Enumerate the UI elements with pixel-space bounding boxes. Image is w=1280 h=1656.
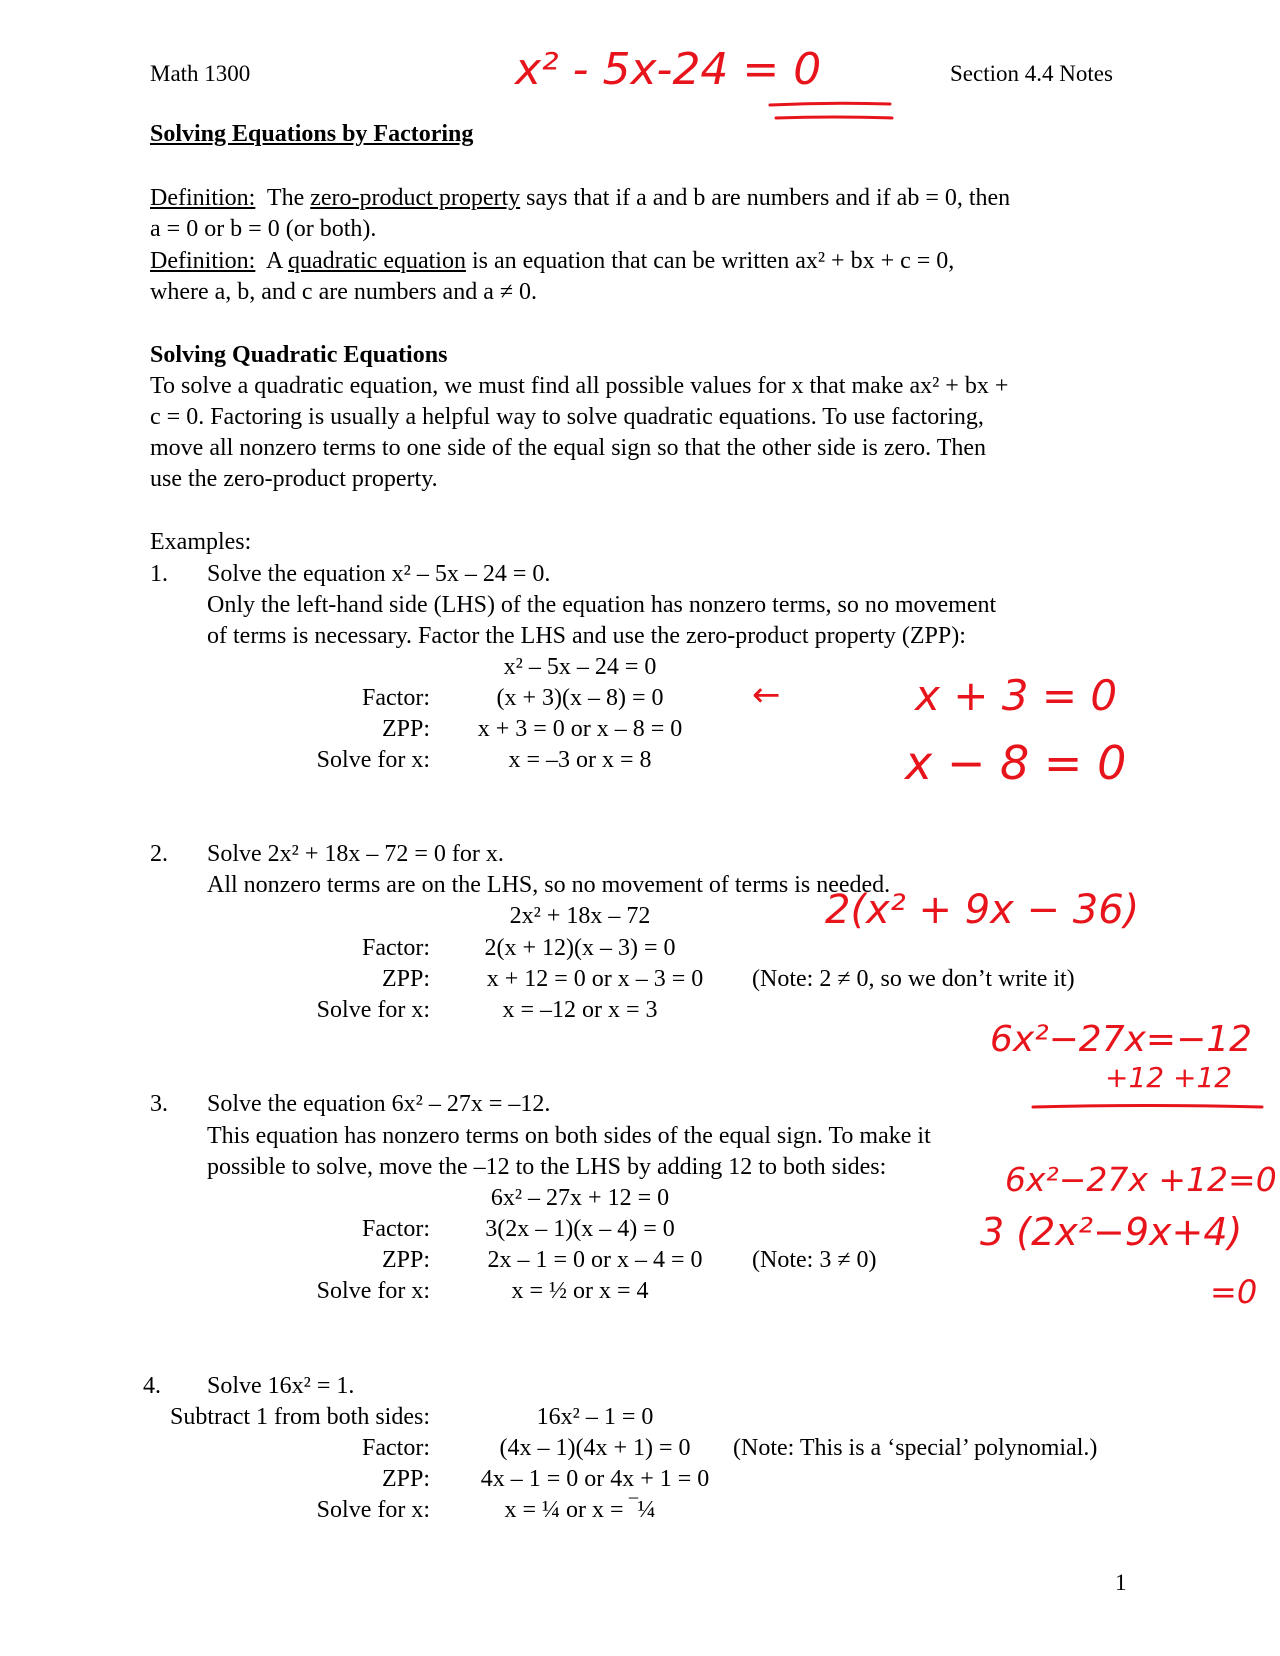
step-label-solve: Solve for x: <box>316 1497 430 1523</box>
example-description: All nonzero terms are on the LHS, so no movement of terms is needed. <box>207 872 891 898</box>
ink-underline <box>1033 1106 1262 1108</box>
handwritten-arrow: ← <box>752 675 781 715</box>
step-label-factor: Factor: <box>362 935 430 961</box>
step-label-solve: Solve for x: <box>316 747 430 773</box>
page-number: 1 <box>1115 1570 1127 1595</box>
step-note: (Note: This is a ‘special’ polynomial.) <box>733 1435 1098 1461</box>
definition-term: zero-product property <box>310 185 521 211</box>
example-equation: x² – 5x – 24 = 0 <box>503 654 657 680</box>
step-label-solve: Solve for x: <box>316 1278 430 1304</box>
definition-2-line2: where a, b, and c are numbers and a ≠ 0. <box>150 279 538 305</box>
step-label-factor: Factor: <box>362 1216 430 1242</box>
step-factor: (4x – 1)(4x + 1) = 0 <box>499 1435 691 1461</box>
example-description: possible to solve, move the –12 to the LHS by adding 12 to both sides: <box>207 1154 887 1180</box>
definition-label: Definition: <box>150 185 256 211</box>
example-prompt: Solve the equation 6x² – 27x = –12. <box>207 1091 551 1117</box>
handwritten-note: +12 +12 <box>1105 1061 1233 1094</box>
handwritten-note: 6x²−27x +12=0 <box>1005 1160 1277 1199</box>
step-solve: x = –3 or x = 8 <box>508 747 652 773</box>
step-label-zpp: ZPP: <box>381 966 430 992</box>
example-number: 4. <box>143 1373 161 1399</box>
definition-label: Definition: <box>150 248 256 274</box>
example-equation: 2x² + 18x – 72 <box>509 903 651 929</box>
example-description: of terms is necessary. Factor the LHS and use the zero-product property (ZPP): <box>207 623 966 649</box>
step-label-zpp: ZPP: <box>381 1466 430 1492</box>
example-description: Only the left-hand side (LHS) of the equation has nonzero terms, so no movement <box>207 592 997 618</box>
section-heading: Solving Quadratic Equations <box>150 342 448 368</box>
step-solve: x = ¼ or x = ‾¼ <box>504 1497 656 1523</box>
definition-2 <box>150 249 954 273</box>
examples-label: Examples: <box>150 529 252 555</box>
handwritten-note: x − 8 = 0 <box>905 736 1127 790</box>
definition-text: A <box>266 248 283 274</box>
step-label-subtract: Subtract 1 from both sides: <box>170 1404 430 1430</box>
paragraph-line: use the zero-product property. <box>150 466 438 492</box>
step-note: (Note: 3 ≠ 0) <box>752 1247 877 1273</box>
example-number: 1. <box>150 561 168 587</box>
paragraph-line: move all nonzero terms to one side of the equal sign so that the other side is zero. Then <box>150 435 987 461</box>
handwritten-note: =0 <box>1210 1273 1258 1311</box>
step-zpp: x + 12 = 0 or x – 3 = 0 <box>486 966 704 992</box>
definition-text: says that if a and b are numbers and if ab = 0, then <box>526 185 1011 211</box>
ink-underline <box>776 117 892 118</box>
example-number: 2. <box>150 841 168 867</box>
definition-1 <box>150 186 1010 210</box>
example-number: 3. <box>150 1091 168 1117</box>
step-label-factor: Factor: <box>362 685 430 711</box>
step-factor: 3(2x – 1)(x – 4) = 0 <box>485 1216 675 1242</box>
handwritten-note: 6x²−27x=−12 <box>990 1019 1253 1060</box>
example-prompt: Solve 16x² = 1. <box>207 1373 355 1399</box>
step-solve: x = ½ or x = 4 <box>511 1278 649 1304</box>
definition-text: is an equation that can be written ax² + bx + c = 0, <box>471 248 955 274</box>
handwritten-note: 3 (2x²−9x+4) <box>980 1210 1243 1254</box>
step-note: (Note: 2 ≠ 0, so we don’t write it) <box>752 966 1075 992</box>
step-label-zpp: ZPP: <box>381 1247 430 1273</box>
step-zpp: x + 3 = 0 or x – 8 = 0 <box>477 716 683 742</box>
course-name: Math 1300 <box>150 61 251 86</box>
example-equation: 6x² – 27x + 12 = 0 <box>490 1185 670 1211</box>
paragraph-line: c = 0. Factoring is usually a helpful way to solve quadratic equations. To use factoring, <box>150 404 984 430</box>
definition-term: quadratic equation <box>288 248 466 274</box>
handwritten-note: x + 3 = 0 <box>915 671 1118 720</box>
step-zpp: 4x – 1 = 0 or 4x + 1 = 0 <box>480 1466 710 1492</box>
step-zpp: 2x – 1 = 0 or x – 4 = 0 <box>487 1247 703 1273</box>
paragraph-line: To solve a quadratic equation, we must find all possible values for x that make ax² + bx + <box>150 373 1009 399</box>
handwritten-note: 2(x² + 9x − 36) <box>825 887 1140 933</box>
step-factor: 2(x + 12)(x – 3) = 0 <box>484 935 676 961</box>
step-label-solve: Solve for x: <box>316 997 430 1023</box>
example-description: This equation has nonzero terms on both sides of the equal sign. To make it <box>207 1123 931 1149</box>
definition-text: The <box>266 185 305 211</box>
step-label-factor: Factor: <box>362 1435 430 1461</box>
example-prompt: Solve 2x² + 18x – 72 = 0 for x. <box>207 841 504 867</box>
step-solve: x = –12 or x = 3 <box>502 997 658 1023</box>
step-label-zpp: ZPP: <box>381 716 430 742</box>
handwritten-equation: x² - 5x-24 = 0 <box>515 44 822 95</box>
example-equation: 16x² – 1 = 0 <box>536 1404 654 1430</box>
definition-1-line2: a = 0 or b = 0 (or both). <box>150 216 377 242</box>
step-factor: (x + 3)(x – 8) = 0 <box>496 685 664 711</box>
example-prompt: Solve the equation x² – 5x – 24 = 0. <box>207 561 551 587</box>
ink-underline <box>770 103 890 105</box>
page-title: Solving Equations by Factoring <box>150 121 474 147</box>
section-label: Section 4.4 Notes <box>950 61 1113 86</box>
